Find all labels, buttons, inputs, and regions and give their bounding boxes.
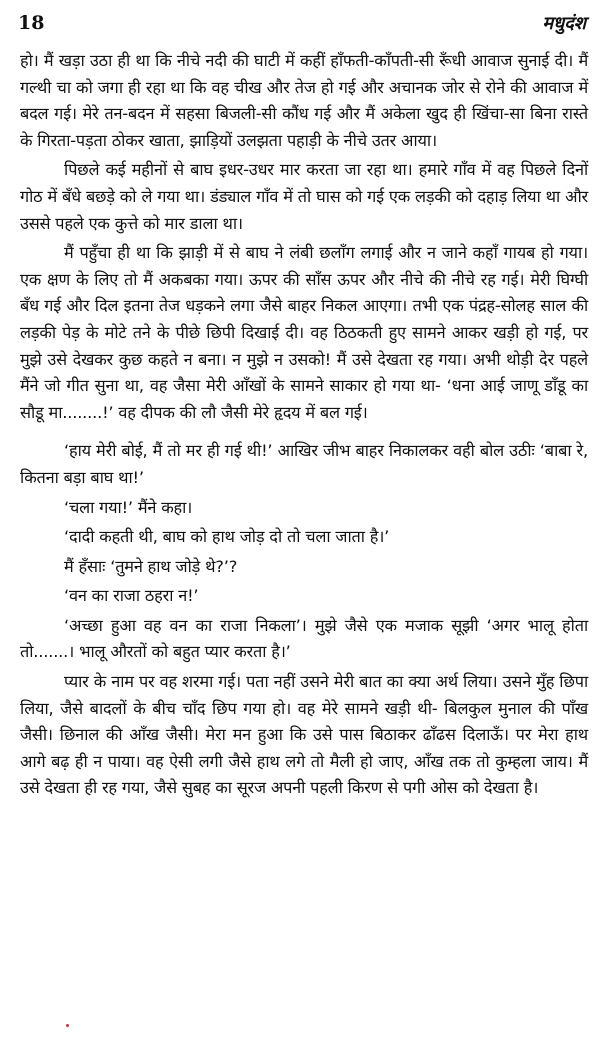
page-header	[18, 6, 586, 40]
paragraph-2: पिछले कई महीनों से बाघ इधर-उधर मार करता जा रहा था। हमारे गाँव में वह पिछले दिनों गोठ में बँधे बछड़े को ले गया था। डंड्याल गाँव में तो घास को गई एक लड़की को दहाड़ लिया था और उससे पहले एक कुत्ते को मार डाला था।	[20, 160, 588, 233]
page-number: 18	[18, 12, 45, 34]
paragraph-1: हो। मैं खड़ा उठा ही था कि नीचे नदी की घाटी में कहीं हाँफती-काँपती-सी रूँधी आवाज सुनाई दी। मैं गल्थी चा को जगा ही रहा था कि वह चीख और तेज हो गई और अचानक जोर से रोने की आवाज में बदल गई। मेरे तन-बदन में सहसा बिजली-सी कौंध गई और मैं अकेला खुद ही खिंचा-सा बिना रास्ते के गिरता-पड़ता ठोकर खाता, झाड़ियों उलझता पहाड़ी के नीचे उतर आया।	[20, 51, 588, 150]
page-body	[20, 48, 588, 805]
dialogue-line-6: ‘अच्छा हुआ वह वन का राजा निकला’। मुझे जैसे एक मजाक सूझी ‘अगर भालू होता तो.......। भालू औरतों को बहुत प्यार करता है।’	[20, 615, 588, 662]
paragraph-3: मैं पहुँचा ही था कि झाड़ी में से बाघ ने लंबी छलाँग लगाई और न जाने कहाँ गायब हो गया। एक क्षण के लिए तो मैं अकबका गया। ऊपर की साँस ऊपर और नीचे की नीचे रह गई। मेरी घिग्घी बँध गई और दिल इतना तेज धड़कने लगा जैसे बाहर निकल आएगा। तभी एक पंद्रह-सोलह साल की लड़की पेड़ के मोटे तने के पीछे छिपी दिखाई दी। वह ठिठकती हुए सामने आकर खड़ी हो गई, पर मुझे उसे देखकर कुछ कहते न बना। न मुझे न उसको! मैं उसे देखता रह गया। अभी थोड़ी देर पहले मैंने जो गीत सुना था, वह जैसा मेरी आँखों के सामने साकार हो गया था- ‘धना आई जाणू डाँडू का सौडू मा........!’ वह दीपक की लौ जैसी मेरे हृदय में बल गई।	[20, 243, 588, 422]
dialogue-line-2: ‘चला गया!’ मैंने कहा।	[64, 497, 193, 517]
dialogue-line-1: ‘हाय मेरी बोई, मैं तो मर ही गई थी!’ आखिर जीभ बाहर निकालकर वही बोल उठीः ‘बाबा रे, कितना बड़ा बाघ था!’	[20, 441, 588, 487]
dialogue-line-4: मैं हँसाः ‘तुमने हाथ जोड़े थे?’?	[64, 556, 238, 576]
paragraph-final: प्यार के नाम पर वह शरमा गई। पता नहीं उसने मेरी बात का क्या अर्थ लिया। उसने मुँह छिपा लिया, जैसे बादलों के बीच चाँद छिप गया हो। वह मेरे सामने खड़ी थी- बिलकुल मुनाल की पाँख जैसी। छिनाल की आँख जैसी। मेरा मन हुआ कि उसे पास बिठाकर ढाँढस दिलाऊँ। पर मेरा हाथ आगे बढ़ ही न पाया। वह ऐसी लगी जैसे हाथ लगे तो मैली हो जाए, आँख तक तो कुम्हला जाय। मैं उसे देखता ही रह गया, जैसे सुबह का सूरज अपनी पहली किरण से पगी ओस को देखता है।	[20, 672, 588, 798]
dialogue-line-5: ‘वन का राजा ठहरा न!’	[64, 586, 199, 606]
running-title: मधुदंश	[542, 13, 586, 34]
print-speck	[66, 1024, 69, 1027]
dialogue-line-3: ‘दादी कहती थी, बाघ को हाथ जोड़ दो तो चला जाता है।’	[64, 527, 390, 547]
